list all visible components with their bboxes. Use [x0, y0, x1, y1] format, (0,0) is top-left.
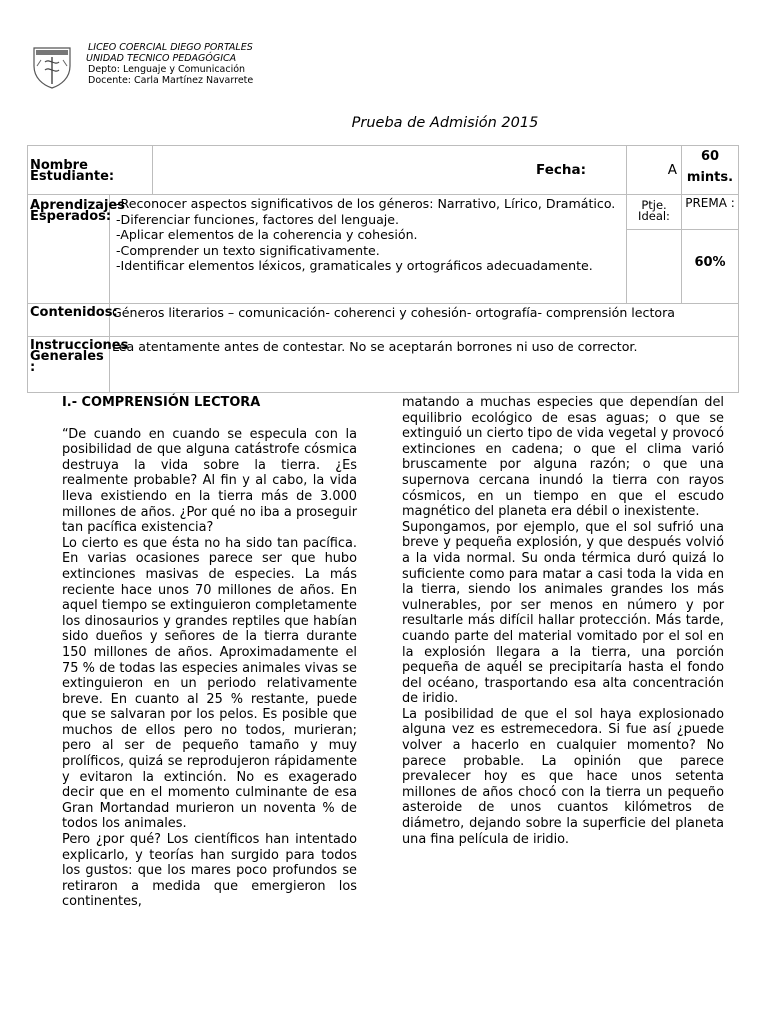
objective-item: -Diferenciar funciones, factores del lenguaje.	[116, 211, 400, 227]
reading-paragraph: Lo cierto es que ésta no ha sido tan pacífica. En varias ocasiones parece ser que hubo extinciones masivas de especies. La más reciente hace unos 70 millones de años. En aquel tiempo se extinguieron completamente los dinosaurios y grandes reptiles que habían sido dueños y señores de la tierra durante 150 millones de años. Aproximadamente el 75 % de todas las especies animales vivas se extinguieron en un periodo relativamente breve. En cuanto al 25 % restante, puede que se salvaran por los pelos. Es posible que muchos de ellos pero no todos, murieran; pero al ser de pequeño tamaño y muy prolíficos, quizá se reprodujeron rápidamente y evitaron la extinción. No es exagerado decir que en el momento culminante de esa Gran Mortandad murieron un noventa % de todos los animales.	[62, 535, 357, 832]
section-title: I.- COMPRENSIÓN LECTORA	[62, 395, 261, 410]
ptje-ideal-label: Ptje. Ideal:	[627, 195, 682, 230]
reading-column-2	[402, 395, 724, 847]
aprendizajes-label: Aprendizajes Esperados:	[28, 195, 110, 304]
objective-item: -Aplicar elementos de la coherencia y cohesión.	[116, 227, 418, 243]
teacher: Docente: Carla Martínez Navarrete	[88, 75, 254, 86]
instrucciones-label: Instrucciones Generales :	[28, 337, 110, 393]
aprendizajes-list	[110, 195, 627, 304]
contenidos-value: Géneros literarios – comunicación- coherenci y cohesión- ortografía- comprensión lectora	[110, 304, 739, 337]
reading-paragraph: matando a muchas especies que dependían del equilibrio ecológico de esas aguas; o que se extinguió un cierto tipo de vida vegetal y provocó extinciones en cadena; o que el clima varió bruscamente por alguna razón; o que una supernova cercana inundó la tierra con rayos cósmicos, en un tiempo en que el escudo magnético del planeta era débil o inexistente.	[402, 395, 724, 520]
school-crest-logo	[31, 44, 73, 90]
instrucciones-value: Lea atentamente antes de contestar. No se aceptarán borrones ni uso de corrector.	[110, 337, 739, 393]
page-title: Prueba de Admisión 2015	[351, 115, 539, 131]
exam-info-table	[27, 145, 739, 393]
prema-label: PREMA :	[682, 195, 739, 230]
school-name: LICEO COERCIAL DIEGO PORTALES	[88, 42, 253, 53]
reading-paragraph: Pero ¿por qué? Los científicos han intentado explicarlo, y teorías han surgido para todos los gustos: que los mares poco profundos se retiraron a medida que emergieron los continentes,	[62, 832, 357, 910]
reading-paragraph: “De cuando en cuando se especula con la posibilidad de que alguna catástrofe cósmica destruya la vida sobre la tierra. ¿Es realmente probable? Al fin y al cabo, la vida lleva existiendo en la tierra más de 3.000 millones de años. ¿Por qué no iba a proseguir tan pacífica existencia?	[62, 426, 357, 536]
contenidos-label: Contenidos:	[28, 304, 110, 337]
reading-paragraph: La posibilidad de que el sol haya explosionado alguna vez es estremecedora. Si fue así ¿puede volver a hacerlo en cualquier momento? No parece probable. La opinión que parece prevalecer hoy es que hace unos setenta millones de años chocó con la tierra un pequeño asteroide de unos cuantos kilómetros de diámetro, dejando sobre la superficie del planeta una fina película de iridio.	[402, 706, 724, 847]
school-header	[86, 42, 253, 86]
reading-column-1	[62, 395, 357, 910]
objective-item: -Comprender un texto significativamente.	[116, 242, 380, 258]
reading-paragraph: Supongamos, por ejemplo, que el sol sufrió una breve y pequeña explosión, y que después volvió a la vida normal. Su onda térmica duró quizá lo suficiente como para matar a casi toda la vida en la tierra, siendo los animales grandes los más vulnerables, por ser menos en número y por resultarle más difícil hallar protección. Más tarde, cuando parte del material vomitado por el sol en la explosión llegara a la tierra, una porción pequeña de aquél se precipitaría hasta el fondo del océano, trasportando esa alta concentración de iridio.	[402, 519, 724, 707]
department: Depto: Lenguaje y Comunicación	[88, 64, 246, 75]
school-unit: UNIDAD TECNICO PEDAGÓGICA	[86, 53, 237, 64]
percent-value: 60%	[682, 230, 739, 304]
time-value: 60 mints.	[682, 146, 739, 195]
nombre-label: Nombre Estudiante:	[28, 146, 153, 195]
objective-item: -Reconocer aspectos significativos de los géneros: Narrativo, Lírico, Dramático.	[116, 196, 616, 211]
a-label: A	[627, 146, 682, 195]
fecha-label: Fecha:	[153, 146, 627, 195]
ptje-ideal-value	[627, 230, 682, 304]
objective-item: -Identificar elementos léxicos, gramaticales y ortográficos adecuadamente.	[116, 258, 593, 274]
